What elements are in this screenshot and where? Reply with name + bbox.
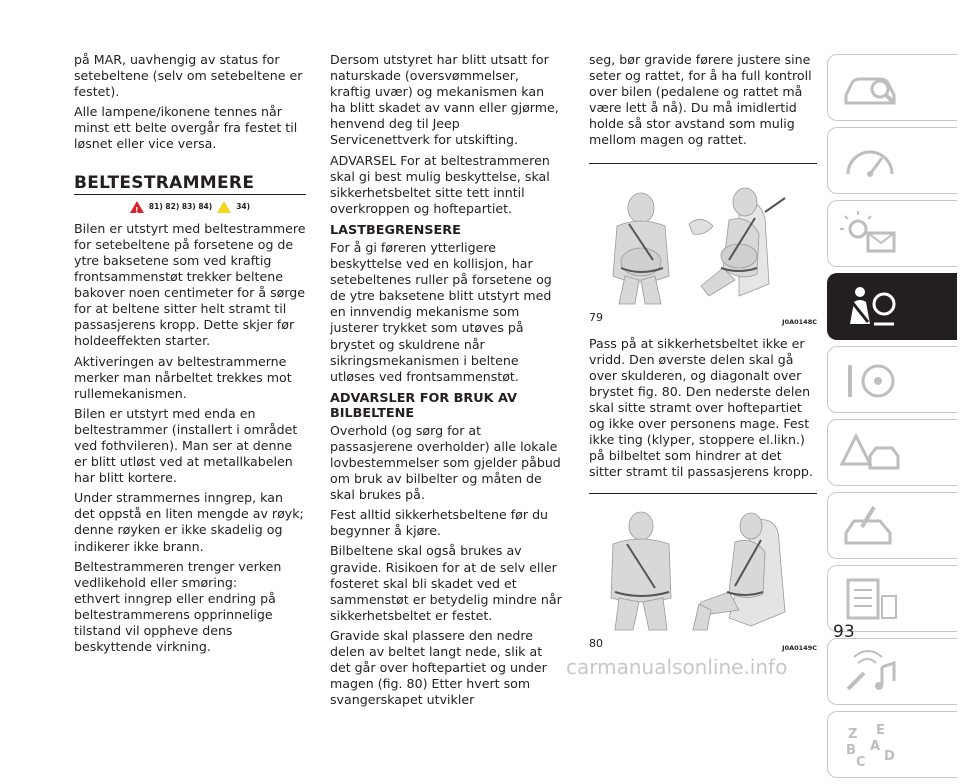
figure-number: 79 [589, 310, 603, 324]
subsection-heading-advarsler: ADVARSLER FOR BRUK AV BILBELTENE [330, 390, 517, 421]
section-heading-beltestrammere: BELTESTRAMMERE [74, 175, 306, 195]
caution-ref-numbers[interactable]: 34) [236, 201, 251, 211]
page-number: 93 [833, 622, 855, 642]
chapter-tab-safety[interactable] [827, 273, 957, 340]
chapter-tab-dashboard[interactable] [827, 127, 957, 194]
figure-80 [589, 493, 817, 634]
warning-icon: ! [130, 201, 144, 213]
chapter-tab-getting-to-know[interactable] [827, 54, 957, 121]
warning-references [74, 199, 306, 215]
svg-text:B: B [846, 742, 856, 758]
chapter-tab-indicators[interactable] [827, 200, 957, 267]
figure-79 [589, 163, 817, 308]
alphabet-index-icon [840, 722, 900, 768]
paragraph: på MAR, uavhengig av status for setebeltene (selv om setebeltene er festet). [74, 52, 303, 100]
wrench-car-icon [840, 503, 900, 549]
svg-text:E: E [876, 722, 885, 738]
paragraph: Overhold (og sørg for at passasjerene overholder) alle lokale lovbestemmelser som gjelder påbud om bruk av bilbelter og måten de skal brukes på. [330, 422, 561, 503]
speedometer-icon [840, 138, 900, 184]
chapter-tabs [827, 54, 957, 784]
svg-text:Z: Z [848, 726, 858, 742]
multimedia-icon [840, 649, 900, 695]
datasheet-icon [840, 576, 900, 622]
figure-number: 80 [589, 636, 603, 650]
warning-ref-numbers[interactable]: 81) 82) 83) 84) [148, 201, 213, 211]
text-column-3 [589, 52, 817, 662]
chapter-tab-multimedia[interactable] [827, 638, 957, 705]
paragraph: ethvert inngrep eller endring på beltestrammerens opprinnelige tilstand vil oppheve dens beskyttende virkning. [74, 590, 276, 655]
figure-79-caption [589, 310, 817, 330]
paragraph: seg, bør gravide førere justere sine seter og rattet, for å ha full kontroll over bilen (pedalene og rattet må være lett å nå). Du må imidlertid holde så stor avstand som mulig mellom magen og rattet. [589, 52, 812, 148]
warning-paragraph: ADVARSEL For at beltestrammeren skal gi best mulig beskyttelse, skal sikkerhetsbeltet sitte tett inntil overkroppen og hoftepartiet. [330, 152, 550, 216]
light-envelope-icon [840, 211, 900, 257]
text-column-2 [330, 52, 562, 712]
chapter-tab-servicing[interactable] [827, 492, 957, 559]
seatbelt-position-illustration [589, 494, 817, 634]
chapter-tab-starting-driving[interactable] [827, 346, 957, 413]
chapter-tab-emergency[interactable] [827, 419, 957, 486]
chapter-tab-index[interactable] [827, 711, 957, 778]
paragraph: Gravide skal plassere den nedre delen av beltet langt nede, slik at det går over hoftepartiet og under magen (fig. 80) Etter hvert som svangerskapet utvikler [330, 627, 547, 708]
seatbelt-airbag-icon [840, 284, 900, 330]
svg-text:C: C [856, 754, 866, 768]
steering-wheel-icon [840, 357, 900, 403]
text-column-1 [74, 52, 306, 659]
paragraph: Alle lampene/ikonene tennes når minst ett belte overgår fra festet til løsnet eller vice versa. [74, 104, 298, 152]
figure-80-caption [589, 636, 817, 656]
paragraph: Bilbeltene skal også brukes av gravide. Risikoen for at de selv eller fosteret skal bli skadet ved et sammenstøt er betydelig mindre når sikkerhetsbeltet er festet. [330, 543, 562, 623]
paragraph: Bilen er utstyrt med enda en beltestrammer (installert i området ved fothvileren). Man ser at denne er blitt utløst ved at metallkabelen har blitt kortere. [74, 405, 298, 486]
warning-car-icon [840, 430, 900, 476]
figure-code: J0A0149C [782, 643, 817, 652]
paragraph: Dersom utstyret har blitt utsatt for naturskade (oversvømmelser, kraftig uvær) og mekanismen kan ha blitt skadet av vann eller gjørme, henvend deg til Jeep Servicenettverk for utskifting. [330, 52, 559, 148]
paragraph: Aktiveringen av beltestrammerne merker man nårbeltet trekkes mot rullemekanismen. [74, 353, 292, 401]
paragraph: Under strammernes inngrep, kan det oppstå en liten mengde av røyk; denne røyken er ikke skadelig og indikerer ikke brann. [74, 490, 304, 554]
svg-text:A: A [870, 738, 881, 754]
figure-code: J0A0148C [782, 317, 817, 326]
caution-icon [217, 201, 231, 213]
paragraph: Fest alltid sikkerhetsbeltene før du begynner å kjøre. [330, 507, 549, 539]
car-magnifier-icon [840, 65, 900, 111]
paragraph: Pass på at sikkerhetsbeltet ikke er vridd. Den øverste delen skal gå over skulderen, og diagonalt over brystet fig. 80. Den nederste delen skal sitte stramt over hoftepartiet og ikke over personens mage. Fest ikke ting (klyper, stoppere el.likn.) på bilbeltet som hindrer at det sitter stramt til passasjerens kropp. [589, 335, 813, 480]
svg-text:D: D [884, 748, 895, 764]
paragraph: For å gi føreren ytterligere beskyttelse ved en kollisjon, har setebeltenes ruller på forsetene og de ytre baksetene blitt utstyrt med en innvendig mekanisme som justerer trykket som utøves på brystet og skuldrene når sikringsmekanismen i beltene utløses ved frontsammenstøt. [330, 239, 552, 384]
subsection-heading-lastbegrensere: LASTBEGRENSERE [330, 222, 461, 238]
paragraph: Bilen er utstyrt med beltestrammere for setebeltene på forsetene og de ytre baksetene som ved kraftig frontsammenstøt trekker beltene bakover noen centimeter for å sørge for at beltene sitter helt stramt til passasjerens kropp. Dette skjer før holdeeffekten starter. [74, 220, 306, 349]
pregnant-seatbelt-illustration [589, 164, 817, 308]
paragraph: Beltestrammeren trenger verken vedlikehold eller smøring: [74, 558, 282, 590]
watermark: carmanualsonline.info [566, 655, 788, 679]
